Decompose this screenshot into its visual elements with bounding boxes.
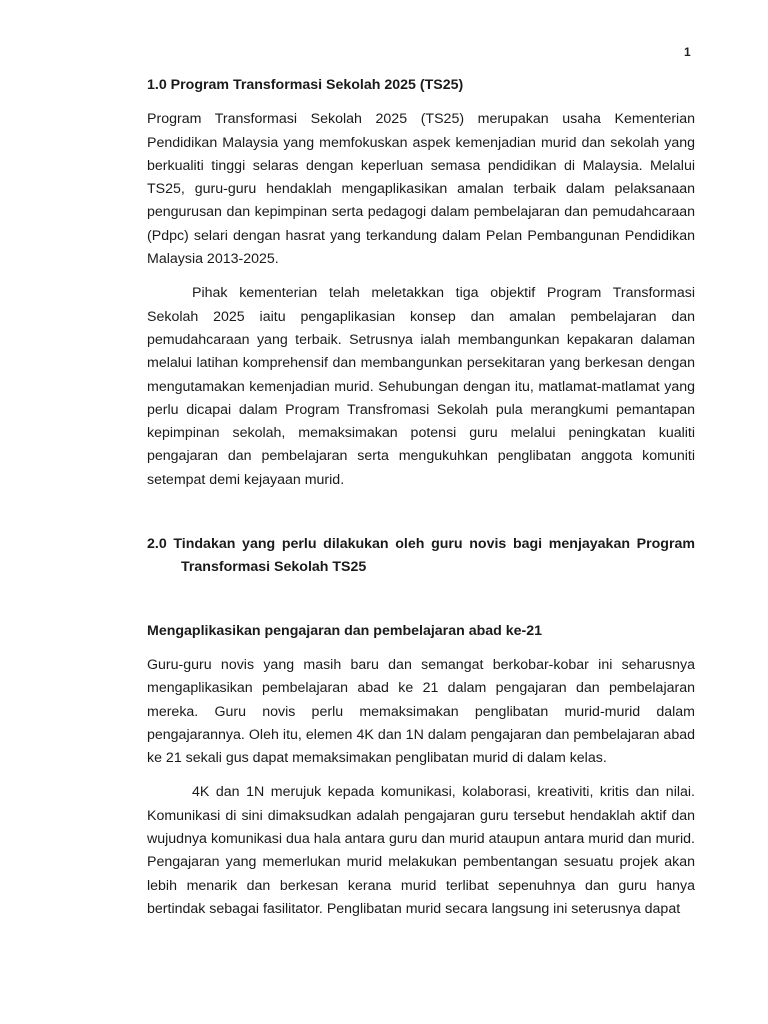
- page-content: [147, 74, 695, 921]
- section-1-paragraph-1: Program Transformasi Sekolah 2025 (TS25) merupakan usaha Kementerian Pendidikan Malaysia yang memfokuskan aspek kemenjadian murid dan sekolah yang berkualiti tinggi selaras dengan keperluan semasa pendidikan di Malaysia. Melalui TS25, guru-guru hendaklah mengaplikasikan amalan terbaik dalam pelaksanaan pengurusan dan kepimpinan serta pedagogi dalam pembelajaran dan pemudahcaraan (Pdpc) selari dengan hasrat yang terkandung dalam Pelan Pembangunan Pendidikan Malaysia 2013-2025.: [147, 111, 695, 268]
- page-number: 1: [684, 45, 691, 59]
- section-2-heading: 2.0 Tindakan yang perlu dilakukan oleh guru novis bagi menjayakan Program Transformasi Sekolah TS25: [147, 536, 695, 576]
- section-2-paragraph-2: 4K dan 1N merujuk kepada komunikasi, kolaborasi, kreativiti, kritis dan nilai. Komunikasi di sini dimaksudkan adalah pengajaran guru tersebut hendaklah aktif dan wujudnya komunikasi dua hala antara guru dan murid ataupun antara murid dan murid. Pengajaran yang memerlukan murid melakukan pembentangan sesuatu projek akan lebih menarik dan berkesan kerana murid terlibat sepenuhnya dan guru hanya bertindak sebagai fasilitator. Penglibatan murid secara langsung ini seterusnya dapat: [147, 784, 695, 917]
- section-2-paragraph-1: Guru-guru novis yang masih baru dan semangat berkobar-kobar ini seharusnya mengaplikasikan pembelajaran abad ke 21 dalam pengajaran dan pembelajaran mereka. Guru novis perlu memaksimakan penglibatan murid-murid dalam pengajarannya. Oleh itu, elemen 4K dan 1N dalam pengajaran dan pembelajaran abad ke 21 sekali gus dapat memaksimakan penglibatan murid di dalam kelas.: [147, 656, 695, 767]
- section-1-heading: 1.0 Program Transformasi Sekolah 2025 (TS25): [147, 77, 464, 93]
- section-2-subheading: Mengaplikasikan pengajaran dan pembelajaran abad ke-21: [147, 622, 543, 639]
- section-1-paragraph-2: Pihak kementerian telah meletakkan tiga objektif Program Transformasi Sekolah 2025 iaitu pengaplikasian konsep dan amalan pembelajaran dan pemudahcaraan yang terbaik. Setrusnya ialah membangunkan kepakaran dalaman melalui latihan komprehensif dan membangunkan persekitaran yang berkesan dengan mengutamakan kemenjadian murid. Sehubungan dengan itu, matlamat-matlamat yang perlu dicapai dalam Program Transfromasi Sekolah pula merangkumi pemantapan kepimpinan sekolah, memaksimakan potensi guru melalui peningkatan kualiti pengajaran dan pembelajaran serta mengukuhkan penglibatan anggota komuniti setempat demi kejayaan murid.: [147, 285, 695, 488]
